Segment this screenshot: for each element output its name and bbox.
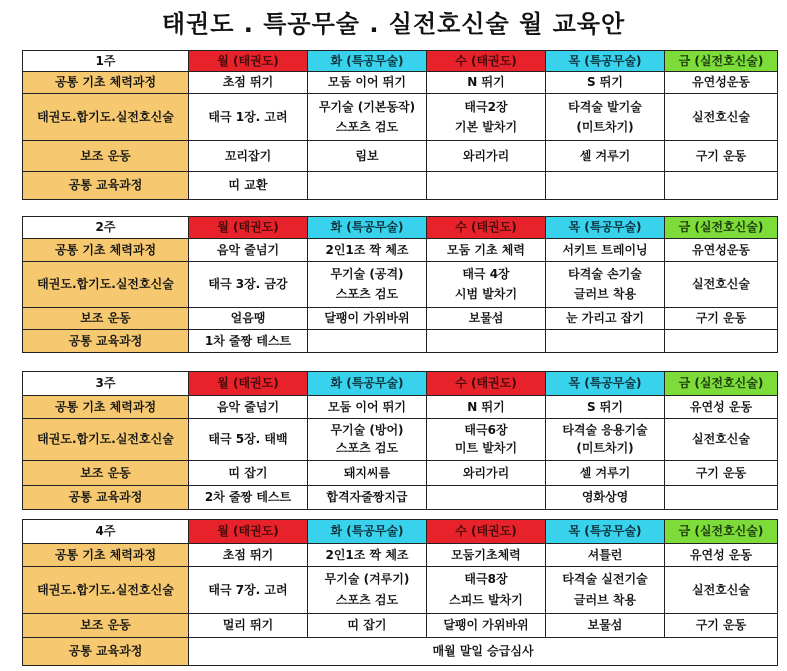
common-tuesday: 합격자줄짱지급	[308, 486, 427, 510]
row-label-aux: 보조 운동	[23, 461, 189, 486]
common-monday: 2차 줄짱 테스트	[189, 486, 308, 510]
common-wednesday	[427, 172, 546, 200]
day-header-monday: 월 (태권도)	[189, 51, 308, 72]
martial-wednesday: 태극8장 스피드 발차기	[427, 567, 546, 614]
week-label: 4주	[23, 520, 189, 544]
week-3-table	[22, 371, 778, 510]
row-label-common: 공통 교육과정	[23, 638, 189, 666]
common-wednesday	[427, 330, 546, 353]
martial-tuesday: 무기술 (공격) 스포츠 검도	[308, 262, 427, 308]
day-header-monday: 월 (태권도)	[189, 520, 308, 544]
martial-monday: 태극 7장. 고려	[189, 567, 308, 614]
aux-thursday: 보물섬	[546, 614, 665, 638]
martial-wednesday: 태극2장 기본 발차기	[427, 94, 546, 141]
martial-thursday: 타격술 응용기술 (미트차기)	[546, 419, 665, 461]
week-1-table	[22, 50, 778, 200]
basic-thursday: S 뛰기	[546, 72, 665, 94]
martial-thursday: 타격술 실전기술 글러브 착용	[546, 567, 665, 614]
aux-thursday: 셀 겨루기	[546, 141, 665, 172]
aux-tuesday: 띠 잡기	[308, 614, 427, 638]
day-header-wednesday: 수 (태권도)	[427, 520, 546, 544]
common-thursday	[546, 330, 665, 353]
basic-thursday: S 뛰기	[546, 396, 665, 419]
day-header-tuesday: 화 (특공무술)	[308, 520, 427, 544]
aux-wednesday: 와리가리	[427, 141, 546, 172]
basic-wednesday: N 뛰기	[427, 72, 546, 94]
row-label-basic: 공통 기초 체력과정	[23, 239, 189, 262]
aux-monday: 얼음땡	[189, 308, 308, 330]
aux-friday: 구기 운동	[665, 308, 778, 330]
day-header-wednesday: 수 (태권도)	[427, 217, 546, 239]
row-label-common: 공통 교육과정	[23, 172, 189, 200]
common-thursday: 영화상영	[546, 486, 665, 510]
common-tuesday	[308, 172, 427, 200]
day-header-tuesday: 화 (특공무술)	[308, 217, 427, 239]
aux-wednesday: 보물섬	[427, 308, 546, 330]
day-header-thursday: 목 (특공무술)	[546, 372, 665, 396]
row-label-common: 공통 교육과정	[23, 486, 189, 510]
common-friday	[665, 330, 778, 353]
common-monday: 1차 줄짱 테스트	[189, 330, 308, 353]
common-thursday	[546, 172, 665, 200]
week-label: 2주	[23, 217, 189, 239]
basic-tuesday: 2인1조 짝 체조	[308, 544, 427, 567]
martial-wednesday: 태극6장 미트 발차기	[427, 419, 546, 461]
basic-thursday: 셔틀런	[546, 544, 665, 567]
aux-monday: 띠 잡기	[189, 461, 308, 486]
basic-tuesday: 모둠 이어 뛰기	[308, 72, 427, 94]
day-header-friday: 금 (실전호신술)	[665, 372, 778, 396]
martial-thursday: 타격술 발기술 (미트차기)	[546, 94, 665, 141]
martial-thursday: 타격술 손기술 글러브 착용	[546, 262, 665, 308]
day-header-thursday: 목 (특공무술)	[546, 217, 665, 239]
common-friday	[665, 172, 778, 200]
week-label: 1주	[23, 51, 189, 72]
martial-monday: 태극 3장. 금강	[189, 262, 308, 308]
martial-wednesday: 태극 4장 시범 발차기	[427, 262, 546, 308]
week-2-table	[22, 216, 778, 353]
row-label-martial: 태권도.합기도.실전호신술	[23, 419, 189, 461]
day-header-tuesday: 화 (특공무술)	[308, 372, 427, 396]
basic-monday: 초점 뛰기	[189, 544, 308, 567]
day-header-friday: 금 (실전호신술)	[665, 520, 778, 544]
aux-wednesday: 달팽이 가위바위	[427, 614, 546, 638]
day-header-thursday: 목 (특공무술)	[546, 51, 665, 72]
day-header-monday: 월 (태권도)	[189, 217, 308, 239]
row-label-basic: 공통 기초 체력과정	[23, 72, 189, 94]
day-header-friday: 금 (실전호신술)	[665, 217, 778, 239]
basic-friday: 유연성 운동	[665, 544, 778, 567]
basic-tuesday: 모둠 이어 뛰기	[308, 396, 427, 419]
aux-tuesday: 달팽이 가위바위	[308, 308, 427, 330]
day-header-wednesday: 수 (태권도)	[427, 51, 546, 72]
basic-wednesday: 모둠 기초 체력	[427, 239, 546, 262]
martial-tuesday: 무기술 (방어) 스포츠 검도	[308, 419, 427, 461]
basic-friday: 유연성운동	[665, 239, 778, 262]
martial-tuesday: 무기술 (겨루기) 스포츠 검도	[308, 567, 427, 614]
martial-friday: 실전호신술	[665, 567, 778, 614]
martial-monday: 태극 1장. 고려	[189, 94, 308, 141]
basic-monday: 음악 줄넘기	[189, 239, 308, 262]
aux-monday: 멀리 뛰기	[189, 614, 308, 638]
row-label-aux: 보조 운동	[23, 141, 189, 172]
martial-friday: 실전호신술	[665, 419, 778, 461]
row-label-martial: 태권도.합기도.실전호신술	[23, 567, 189, 614]
martial-tuesday: 무기술 (기본동작) 스포츠 검도	[308, 94, 427, 141]
basic-wednesday: N 뛰기	[427, 396, 546, 419]
basic-monday: 음악 줄넘기	[189, 396, 308, 419]
day-header-wednesday: 수 (태권도)	[427, 372, 546, 396]
row-label-common: 공통 교육과정	[23, 330, 189, 353]
row-label-basic: 공통 기초 체력과정	[23, 544, 189, 567]
row-label-basic: 공통 기초 체력과정	[23, 396, 189, 419]
basic-thursday: 서키트 트레이닝	[546, 239, 665, 262]
week-label: 3주	[23, 372, 189, 396]
common-tuesday	[308, 330, 427, 353]
day-header-thursday: 목 (특공무술)	[546, 520, 665, 544]
martial-friday: 실전호신술	[665, 94, 778, 141]
aux-tuesday: 돼지씨름	[308, 461, 427, 486]
aux-thursday: 셀 겨루기	[546, 461, 665, 486]
basic-monday: 초점 뛰기	[189, 72, 308, 94]
aux-friday: 구기 운동	[665, 614, 778, 638]
basic-friday: 유연성운동	[665, 72, 778, 94]
common-wednesday	[427, 486, 546, 510]
row-label-martial: 태권도.합기도.실전호신술	[23, 262, 189, 308]
row-label-aux: 보조 운동	[23, 308, 189, 330]
day-header-friday: 금 (실전호신술)	[665, 51, 778, 72]
common-merged: 매월 말일 승급심사	[189, 638, 778, 666]
basic-wednesday: 모둠기초체력	[427, 544, 546, 567]
day-header-tuesday: 화 (특공무술)	[308, 51, 427, 72]
basic-friday: 유연성 운동	[665, 396, 778, 419]
row-label-martial: 태권도.합기도.실전호신술	[23, 94, 189, 141]
row-label-aux: 보조 운동	[23, 614, 189, 638]
aux-wednesday: 와리가리	[427, 461, 546, 486]
aux-monday: 꼬리잡기	[189, 141, 308, 172]
common-friday	[665, 486, 778, 510]
martial-monday: 태극 5장. 태백	[189, 419, 308, 461]
day-header-monday: 월 (태권도)	[189, 372, 308, 396]
week-4-table	[22, 519, 778, 666]
aux-thursday: 눈 가리고 잡기	[546, 308, 665, 330]
aux-tuesday: 림보	[308, 141, 427, 172]
martial-friday: 실전호신술	[665, 262, 778, 308]
common-monday: 띠 교환	[189, 172, 308, 200]
aux-friday: 구기 운동	[665, 141, 778, 172]
basic-tuesday: 2인1조 짝 체조	[308, 239, 427, 262]
page-title: 태권도 . 특공무술 . 실전호신술 월 교육안	[161, 10, 626, 38]
aux-friday: 구기 운동	[665, 461, 778, 486]
